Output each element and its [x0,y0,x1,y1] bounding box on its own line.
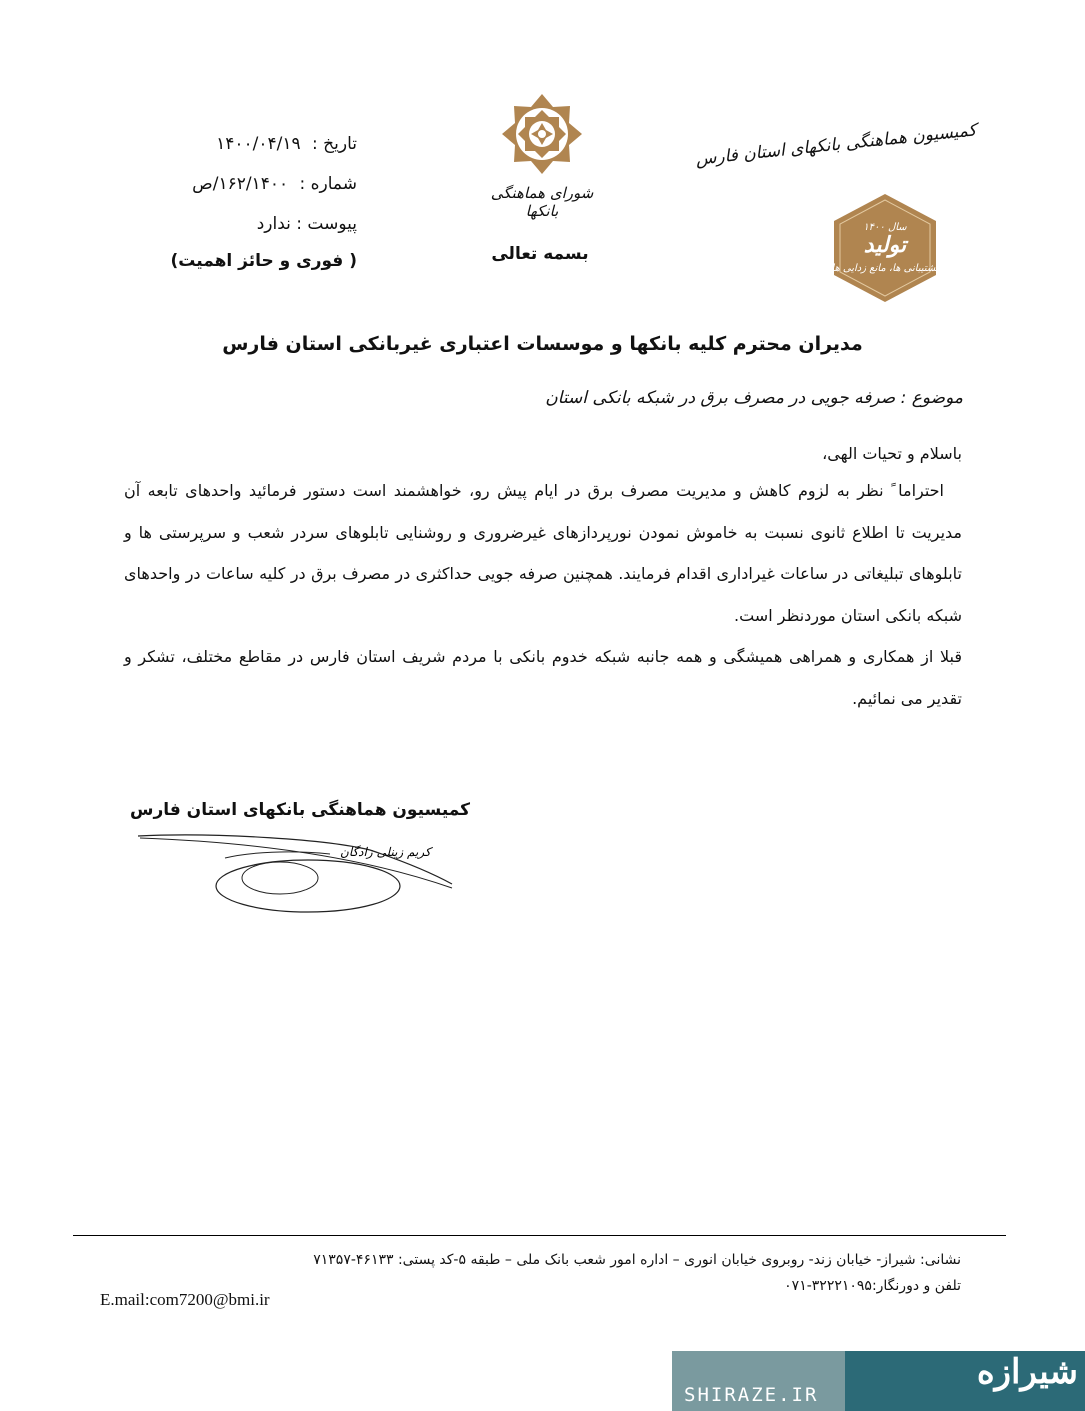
greeting: باسلام و تحیات الهی، [822,444,962,463]
basmala: بسمه تعالی [491,244,589,264]
footer-email: E.mail:com7200@bmi.ir [100,1290,270,1309]
signer-name: کریم زینلی زادگان [340,845,431,859]
paragraph-2: قبلا از همکاری و همراهی همیشگی و همه جانبه شبکه خدوم بانکی با مردم شریف استان فارس در مقاطع مختلف، تشکر و تقدیر می نمائیم. [124,647,962,708]
subject-line: موضوع : صرفه جویی در مصرف برق در شبکه بانکی استان [545,388,963,408]
rosette-emblem-icon [500,92,584,176]
handwritten-signature-icon [130,828,460,918]
commission-script-logo: کمیسیون هماهنگی بانکهای استان فارس [694,120,978,170]
badge-year: سال ۱۴۰۰ [863,222,907,233]
number-line [192,174,357,194]
badge-text [830,222,940,274]
footer-divider [73,1235,1006,1236]
signature-title: کمیسیون هماهنگی بانکهای استان فارس [130,800,471,820]
badge-title: تولید [863,232,907,258]
council-logo [486,92,598,220]
watermark-logo: شیرازه [976,1352,1078,1392]
number-value: ۱۶۲/۱۴۰۰/ص [192,174,289,194]
date-label: تاریخ : [312,134,357,154]
footer-phone: تلفن و دورنگار:۳۲۲۲۱۰۹۵-۰۷۱ [784,1278,961,1294]
addressee: مدیران محترم کلیه بانکها و موسسات اعتباری غیربانکی استان فارس [222,333,863,355]
watermark-site: SHIRAZE.IR [684,1384,819,1406]
footer-address: نشانی: شیراز- خیابان زند- روبروی خیابان انوری – اداره امور شعب بانک ملی – طبقه ۵-کد پستی: ۴۶۱۳۳-۷۱۳۵۷ [313,1252,961,1268]
letter-body [124,438,962,719]
date-line [216,134,357,154]
attachment-line: پیوست : ندارد [256,214,357,234]
council-name: شورای هماهنگی بانکها [490,184,594,220]
number-label: شماره : [299,174,357,194]
badge-slogan: پشتیبانی ها، مانع زدایی ها [831,263,939,274]
priority-line: ( فوری و حائز اهمیت) [170,251,357,271]
date-value: ۱۴۰۰/۰۴/۱۹ [216,134,301,154]
paragraph-1: احتراما ً نظر به لزوم کاهش و مدیریت مصرف برق در ایام پیش رو، خواهشمند است دستور فرمائید واحدهای تابعه آن مدیریت تا اطلاع ثانوی نسبت به خاموش نمودن نورپردازهای غیرضروری و روشنایی تابلوهای سردر شعب و سرپرستی ها و تابلوهای تبلیغاتی در ساعات غیراداری اقدام فرمایند. همچنین صرفه جویی حداکثری در مصرف برق در کلیه ساعات در واحدهای شبکه بانکی استان موردنظر است. [124,481,962,625]
